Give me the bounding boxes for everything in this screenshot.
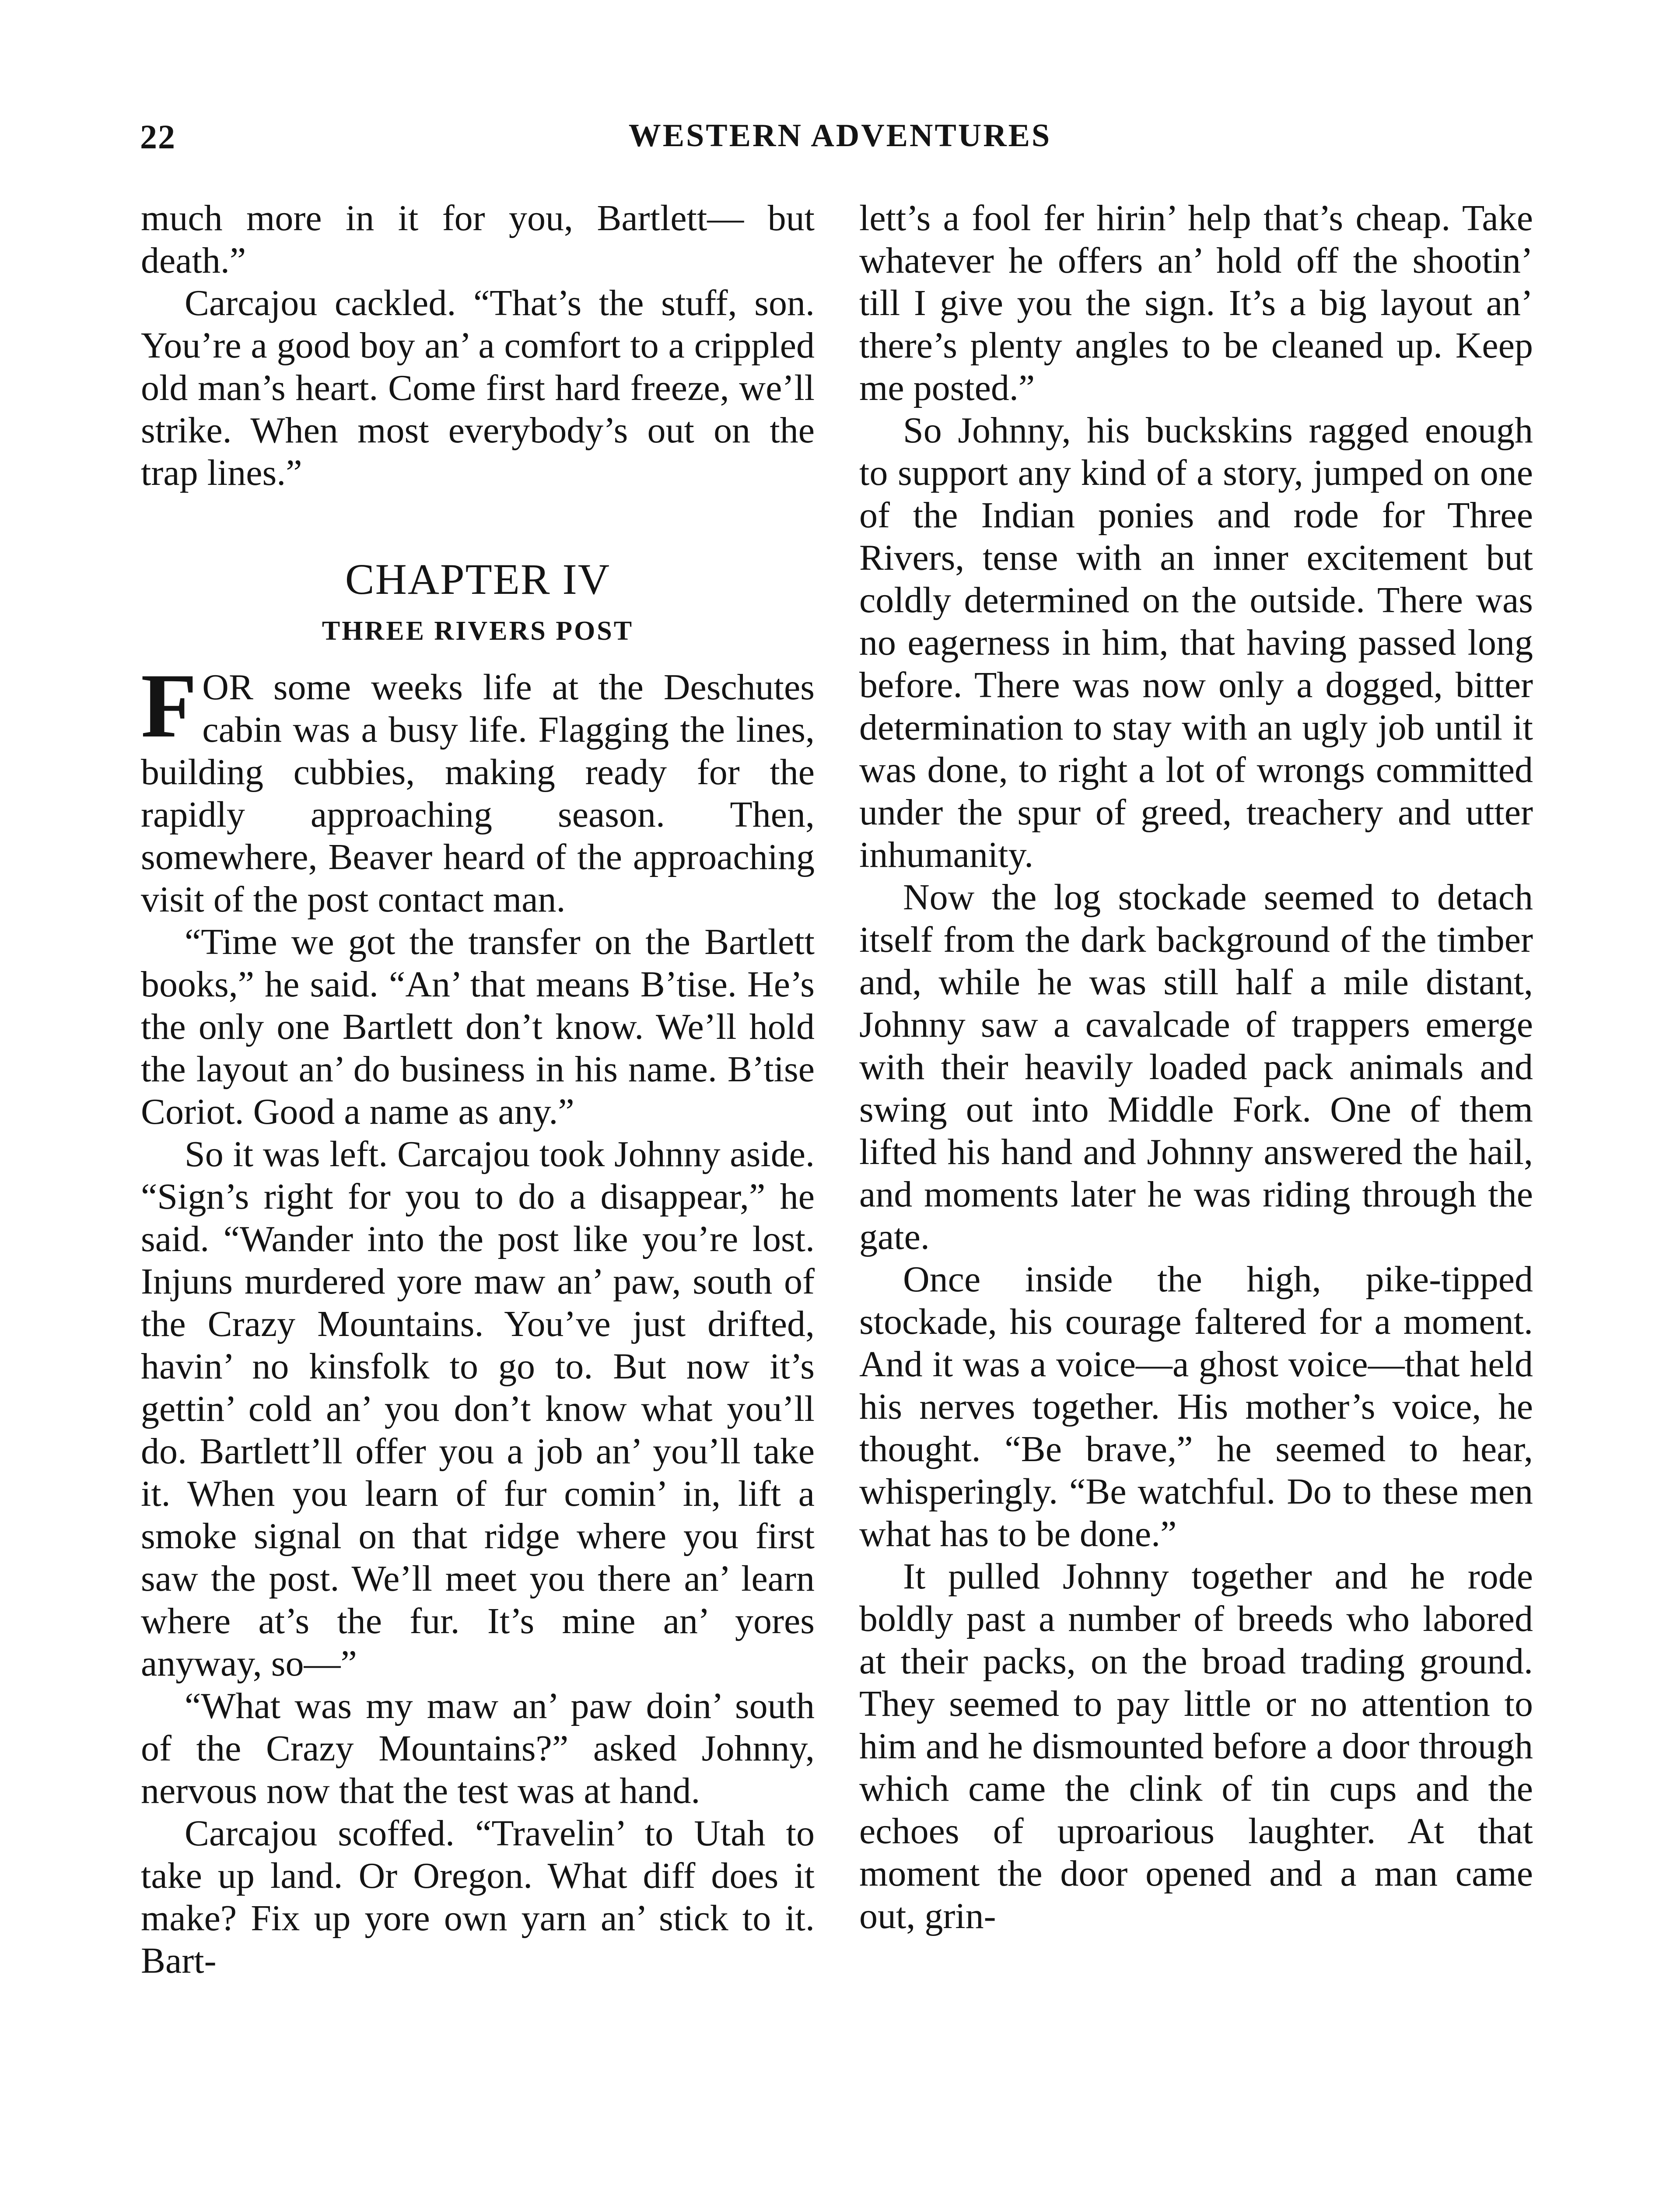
left-column [141,197,815,1982]
paragraph: much more in it for you, Bartlett— but death.” [141,198,815,281]
right-column [859,197,1533,1937]
paragraph: Carcajou scoffed. “Travelin’ to Utah to take up land. Or Oregon. What diff does it make? Fix up yore own yarn an’ stick to it. Bart- [141,1813,815,1981]
chapter-title: CHAPTER IV [345,555,611,603]
running-title: WESTERN ADVENTURES [628,118,1052,154]
page-header [140,117,1540,165]
paragraph: “What was my maw an’ paw doin’ south of the Crazy Mountains?” asked Johnny, nervous now that the test was at hand. [141,1686,815,1811]
opening-paragraph [141,655,815,921]
paragraph: Now the log stockade seemed to detach itself from the dark background of the timber and, while he was still half a mile distant, Johnny saw a cavalcade of trappers emerge with their heavily loaded pack animals and swing out into Middle Fork. One of them lifted his hand and Johnny answered the hail, and moments later he was riding through the gate. [859,877,1533,1257]
page-number: 22 [140,118,176,156]
paragraph-text: OR some weeks life at the Deschutes cabin was a busy life. Flagging the lines, building cubbies, making ready for the rapidly approaching season. Then, somewhere, Beaver heard of the approaching visit of the post contact man. [141,667,815,920]
paragraph: So it was left. Carcajou took Johnny aside. “Sign’s right for you to do a disappear,” he said. “Wander into the post like you’re lost. Injuns murdered yore maw an’ paw, south of the Crazy Mountains. You’ve just drifted, havin’ no kinsfolk to go to. But now it’s gettin’ cold an’ you don’t know what you’ll do. Bartlett’ll offer you a job an’ you’ll take it. When you learn of fur comin’ in, lift a smoke signal on that ridge where you first saw the post. We’ll meet you there an’ learn where at’s the fur. It’s mine an’ yores anyway, so—” [141,1134,815,1684]
chapter-subtitle: THREE RIVERS POST [322,616,634,646]
drop-cap: F [141,655,197,757]
paragraph: Once inside the high, pike-tipped stockade, his courage faltered for a moment. And it was a voice—a ghost voice—that held his nerves together. His mother’s voice, he thought. “Be brave,” he seemed to hear, whisperingly. “Be watchful. Do to these men what has to be done.” [859,1259,1533,1554]
paragraph: Carcajou cackled. “That’s the stuff, son. You’re a good boy an’ a comfort to a crippled old man’s heart. Come first hard freeze, we’ll strike. When most everybody’s out on the trap lines.” [141,283,815,493]
paragraph: It pulled Johnny together and he rode boldly past a number of breeds who labored at their packs, on the broad trading ground. They seemed to pay little or no attention to him and he dismounted before a door through which came the clink of tin cups and the echoes of uproarious laughter. At that moment the door opened and a man came out, grin- [859,1556,1533,1936]
paragraph: So Johnny, his buckskins ragged enough to support any kind of a story, jumped on one of the Indian ponies and rode for Three Rivers, tense with an inner excitement but coldly determined on the outside. There was no eagerness in him, that having passed long before. There was now only a dogged, bitter determination to stay with an ugly job until it was done, to right a lot of wrongs committed under the spur of greed, treachery and utter inhumanity. [859,410,1533,875]
paragraph: “Time we got the transfer on the Bartlett books,” he said. “An’ that means B’tise. He’s the only one Bartlett don’t know. We’ll hold the layout an’ do business in his name. B’tise Coriot. Good a name as any.” [141,922,815,1132]
paragraph: lett’s a fool fer hirin’ help that’s cheap. Take whatever he offers an’ hold off the shootin’ till I give you the sign. It’s a big layout an’ there’s plenty angles to be cleaned up. Keep me posted.” [859,198,1533,408]
